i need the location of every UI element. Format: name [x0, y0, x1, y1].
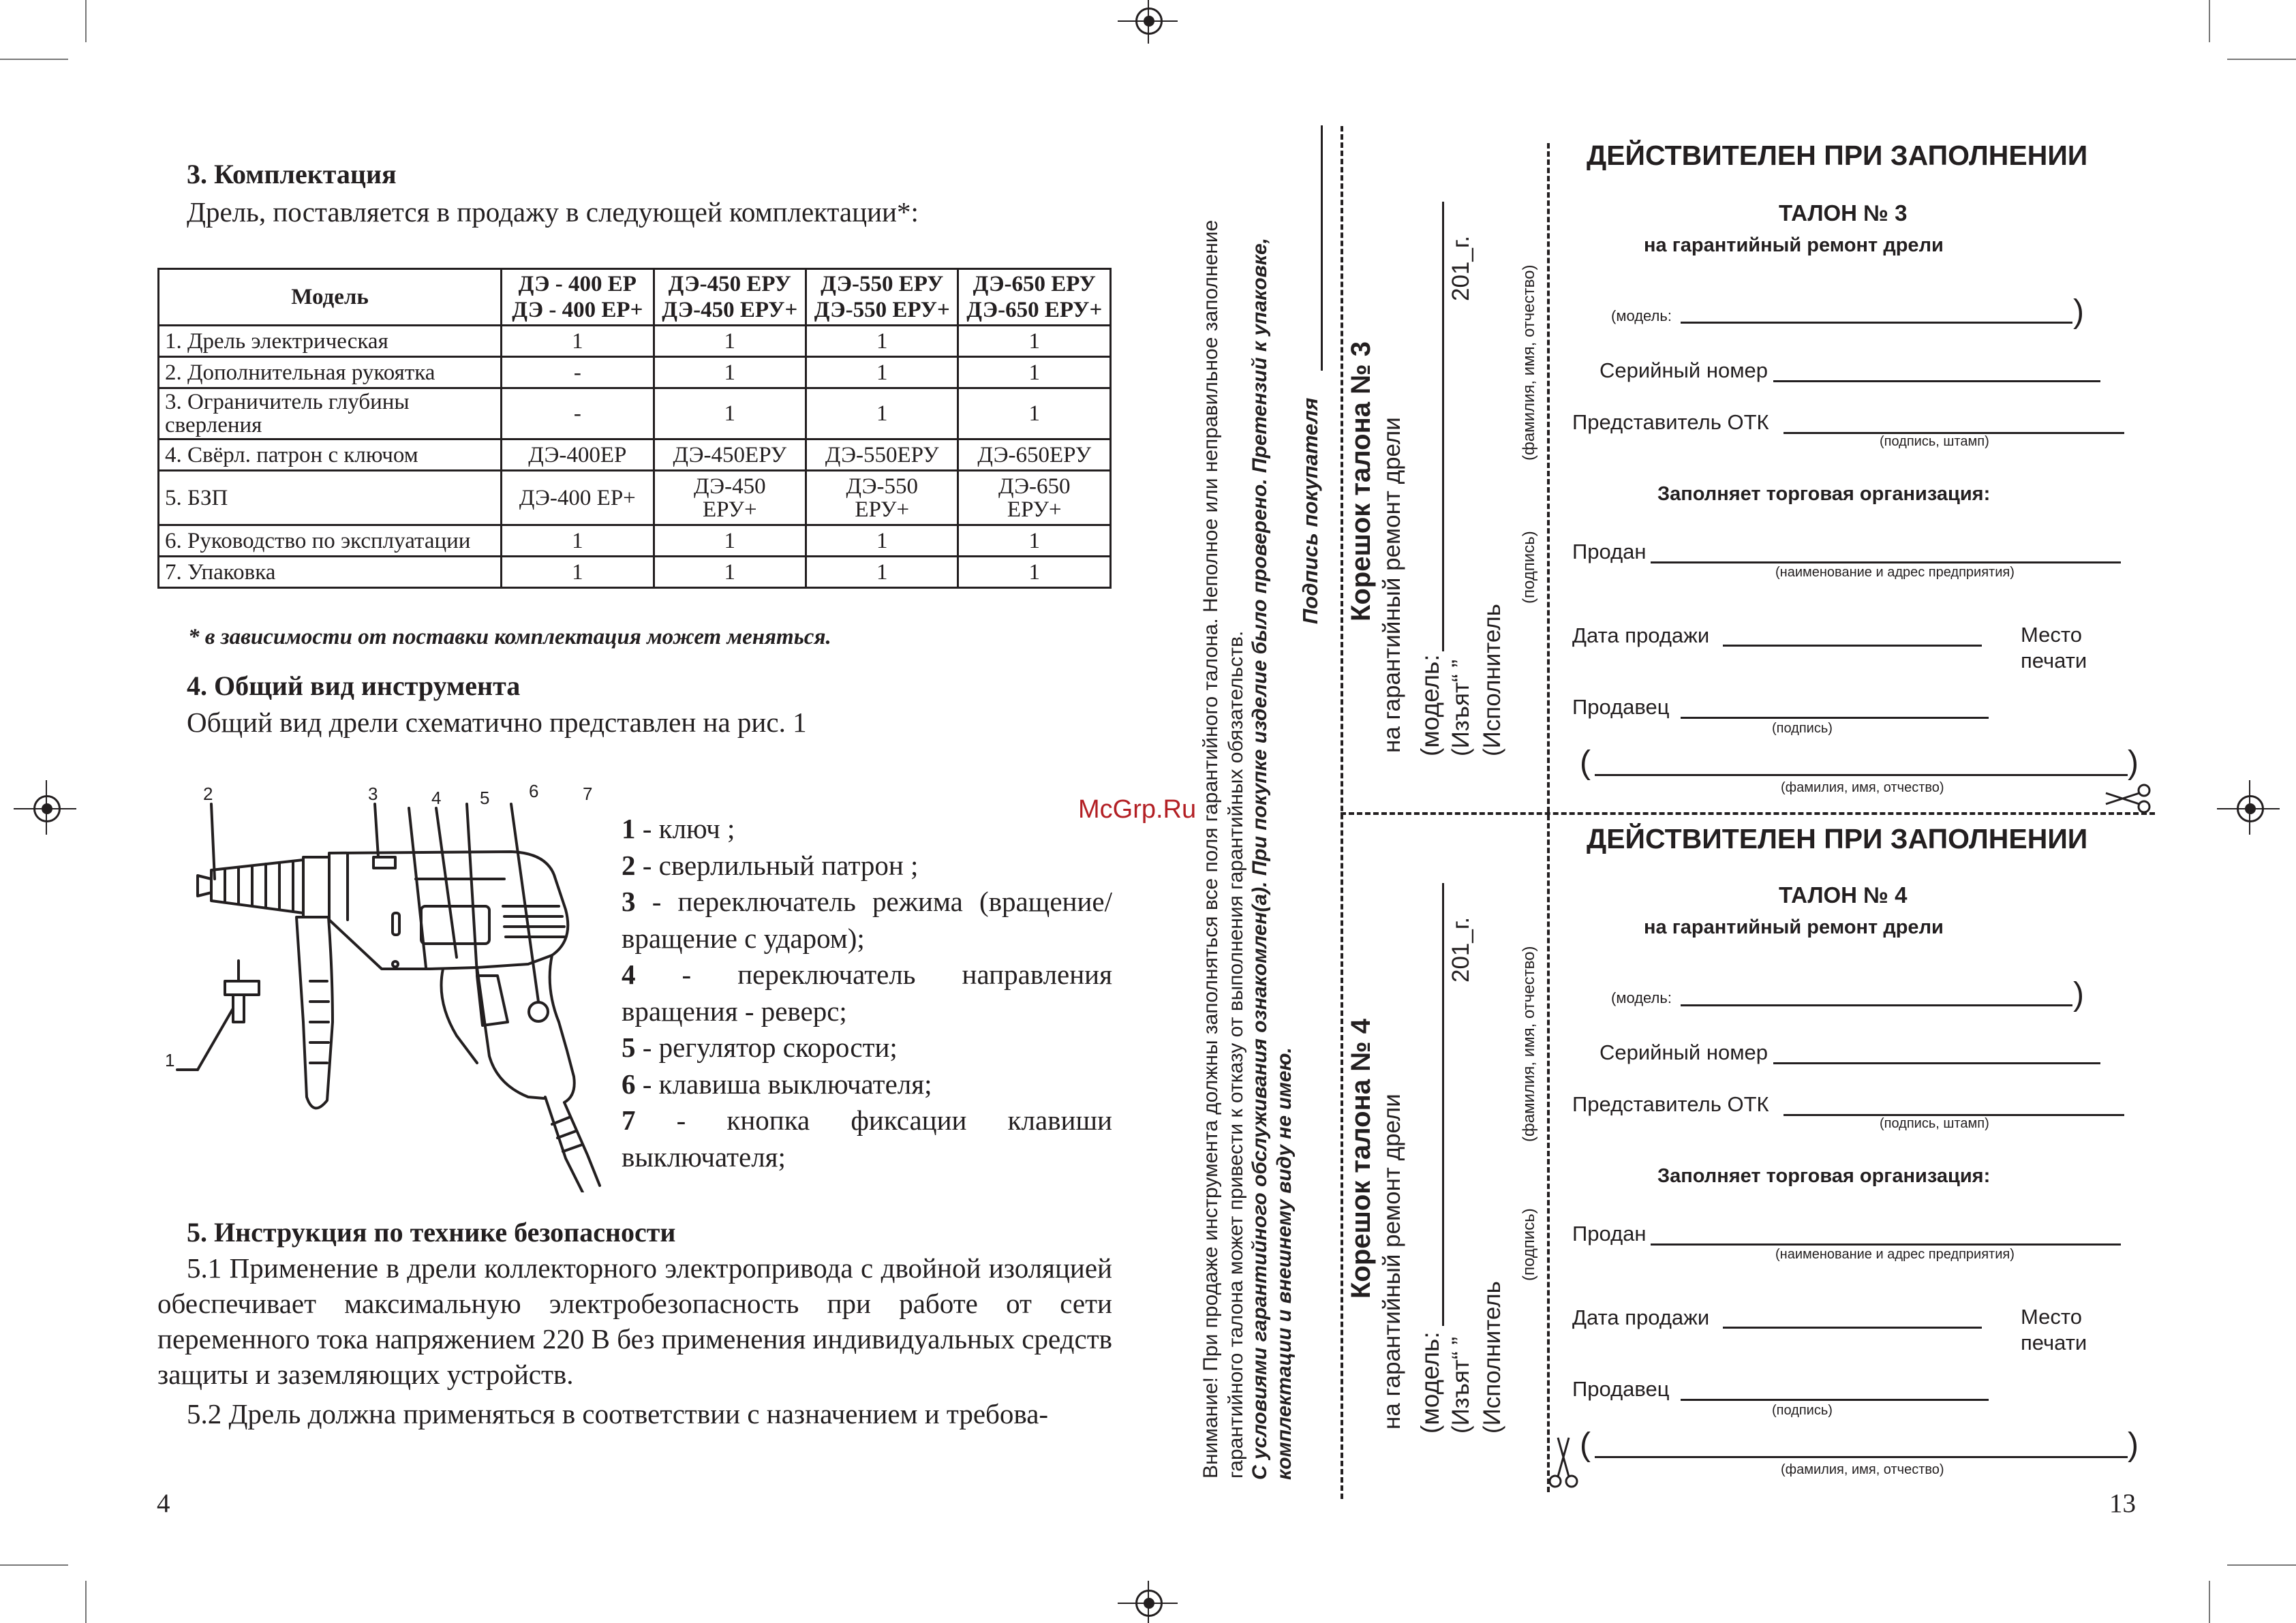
coupon-3-sold: Продан: [1572, 540, 1647, 563]
coupon-4-fio-line: [1595, 1456, 2128, 1458]
coupon-3-serial-line: [1773, 380, 2100, 382]
table-cell: ДЭ-400ЕР: [502, 439, 654, 471]
table-cell: 1: [502, 557, 654, 588]
legend-text: - клавиша выключателя;: [635, 1068, 932, 1100]
coupon-4-sold-hint: (наименование и адрес предприятия): [1775, 1247, 2015, 1262]
table-cell: 1: [958, 557, 1111, 588]
coupon-3-fio-line: [1595, 774, 2128, 776]
table-item-name: 6. Руководство по эксплуатации: [159, 525, 502, 557]
coupon-4-sold-line: [1651, 1243, 2121, 1246]
coupon-4-fio-hint: (фамилия, имя, отчество): [1781, 1462, 1944, 1477]
legend-item: [622, 1030, 1112, 1066]
legend-item: [622, 957, 1112, 1030]
coupon-3-model: (модель:: [1611, 307, 1672, 324]
legend-text: - ключ ;: [635, 813, 735, 844]
stub-4-seized: (Изъят“ ”: [1448, 1337, 1474, 1434]
coupon-4-seller-hint: (подпись): [1772, 1403, 1833, 1418]
table-row: [159, 357, 1111, 388]
table-header-cell: Модель: [159, 269, 502, 326]
stub-3-title: Корешок талона № 3: [1346, 341, 1376, 621]
coupon-4-seller: Продавец: [1572, 1377, 1670, 1401]
buyer-signature-line: [1321, 125, 1323, 371]
coupon-4-serial-line: [1773, 1062, 2100, 1064]
table-header-cell: ДЭ-450 ЕРУ ДЭ-450 ЕРУ+: [654, 269, 806, 326]
coupon-4-fio-open: (: [1580, 1427, 1591, 1463]
coupon-3-serial: Серийный номер: [1599, 358, 1768, 382]
stub-4-title: Корешок талона № 4: [1346, 1018, 1376, 1299]
crop-mark: [2227, 59, 2296, 60]
kit-table: [157, 268, 1112, 589]
legend-item: [622, 884, 1112, 957]
table-cell: ДЭ-550ЕРУ: [806, 439, 958, 471]
notice-line-1: Внимание! При продаже инструмента должны заполняться все поля гарантийного талона. Неполное или неправильное заполнение: [1199, 219, 1222, 1479]
table-row: [159, 471, 1111, 525]
coupon-4-otk: Представитель ОТК: [1572, 1092, 1769, 1116]
kit-footnote: * в зависимости от поставки комплектация может меняться.: [188, 625, 831, 649]
coupon-4-title: ТАЛОН № 4: [1779, 882, 1908, 908]
stub-4-year: 201_г.: [1448, 916, 1474, 983]
legend-item: [622, 1066, 1112, 1103]
legend-number: 2: [622, 849, 636, 881]
notice-line-2: гарантийного талона может привести к отказу от выполнения гарантийных обязательств.: [1225, 630, 1247, 1479]
coupon-3-subtitle: на гарантийный ремонт дрели: [1644, 234, 1944, 256]
table-cell: ДЭ-650 ЕРУ+: [958, 471, 1111, 525]
section-3-intro: Дрель, поставляется в продажу в следующей комплектации*:: [187, 196, 919, 228]
page-number-right: 13: [2109, 1489, 2136, 1518]
table-cell: ДЭ-550 ЕРУ+: [806, 471, 958, 525]
table-cell: 1: [958, 388, 1111, 439]
table-cell: 1: [654, 357, 806, 388]
coupon-3-model-paren: ): [2073, 294, 2084, 330]
table-cell: 1: [958, 525, 1111, 557]
coupon-4-trade: Заполняет торговая организация:: [1657, 1165, 1991, 1187]
legend-number: 1: [622, 813, 636, 844]
coupon-4-fio-close: ): [2128, 1427, 2139, 1463]
legend-number: 6: [622, 1068, 636, 1100]
legend-text: - переключатель режима (вращение/вращение с ударом);: [622, 886, 1112, 954]
stub-3-model: (модель:: [1416, 654, 1444, 756]
coupon-3-valid: ДЕЙСТВИТЕЛЕН ПРИ ЗАПОЛНЕНИИ: [1587, 140, 2088, 171]
section-4-intro: Общий вид дрели схематично представлен на рис. 1: [187, 707, 807, 738]
crop-mark: [0, 59, 68, 60]
coupon-3-fio-hint: (фамилия, имя, отчество): [1781, 780, 1944, 795]
table-cell: 1: [806, 326, 958, 357]
table-cell: ДЭ-400 ЕР+: [502, 471, 654, 525]
callout-4: 4: [431, 788, 442, 808]
coupon-4-sale-date: Дата продажи: [1572, 1305, 1710, 1329]
table-cell: 1: [806, 557, 958, 588]
buyer-signature-label: Подпись покупателя: [1298, 397, 1322, 624]
coupon-3-otk: Представитель ОТК: [1572, 410, 1769, 434]
table-cell: 1: [806, 525, 958, 557]
table-item-name: 5. БЗП: [159, 471, 502, 525]
coupon-4-sold: Продан: [1572, 1222, 1647, 1246]
coupon-4-model-line: [1681, 1004, 2072, 1006]
stub-3-seized: (Изъят“ ”: [1448, 660, 1474, 756]
table-item-name: 1. Дрель электрическая: [159, 326, 502, 357]
coupon-3-sold-hint: (наименование и адрес предприятия): [1775, 565, 2015, 580]
coupon-3-seller: Продавец: [1572, 695, 1670, 719]
section-5-paragraph-1: 5.1 Применение в дрели коллекторного электропривода с двойной изоляцией обеспечивает максимальную электробезопасность при работе от сети переменного тока напряжением 220 В без применения индивидуальных средств защиты и заземляющих устройств.: [157, 1252, 1112, 1390]
callout-1: 1: [165, 1050, 175, 1070]
coupon-4-serial: Серийный номер: [1599, 1040, 1768, 1064]
coupon-4-valid: ДЕЙСТВИТЕЛЕН ПРИ ЗАПОЛНЕНИИ: [1587, 823, 2088, 854]
coupon-3-otk-hint: (подпись, штамп): [1880, 434, 1989, 449]
table-cell: 1: [958, 357, 1111, 388]
stub-3-year: 201_г.: [1448, 235, 1474, 301]
table-cell: 1: [502, 326, 654, 357]
table-cell: 1: [654, 525, 806, 557]
table-cell: -: [502, 357, 654, 388]
table-cell: 1: [654, 326, 806, 357]
stub-4-sign-hint: (подпись): [1520, 1208, 1538, 1281]
table-row: [159, 557, 1111, 588]
cut-line-middle: [1547, 143, 1550, 1492]
cut-line-horizontal: [1341, 812, 2155, 815]
notice-line-4: комплектации и внешнему виду не имею.: [1273, 1047, 1296, 1480]
scissors-icon: [2104, 784, 2152, 814]
crop-mark: [85, 0, 87, 42]
table-row: [159, 525, 1111, 557]
stub-3-executor: (Исполнитель: [1479, 604, 1505, 756]
legend-number: 5: [622, 1032, 636, 1063]
legend-number: 3: [622, 886, 636, 917]
coupon-3-trade: Заполняет торговая организация:: [1657, 483, 1991, 505]
stub-3-subtitle: на гарантийный ремонт дрели: [1379, 417, 1405, 753]
coupon-3-stamp: Место печати: [2021, 623, 2087, 673]
stub-4-name-hint: (фамилия, имя, отчество): [1520, 946, 1538, 1142]
callout-2: 2: [203, 784, 213, 804]
table-cell: 1: [502, 525, 654, 557]
callout-7: 7: [583, 784, 593, 804]
section-5-paragraph-2: 5.2 Дрель должна применяться в соответствии с назначением и требова-: [187, 1398, 1049, 1429]
coupon-3-seller-hint: (подпись): [1772, 721, 1833, 736]
coupon-3-sale-date-line: [1723, 645, 1982, 647]
notice-line-3: С условиями гарантийного обслуживания ознакомлен(а). При покупке изделие было проверено. Претензий к упаковке,: [1249, 238, 1271, 1480]
legend-number: 7: [622, 1104, 636, 1136]
section-4-title: 4. Общий вид инструмента: [187, 670, 521, 701]
coupon-3-sold-line: [1651, 561, 2121, 563]
callout-6: 6: [529, 781, 539, 801]
page-number-left: 4: [157, 1489, 170, 1518]
table-cell: 1: [806, 388, 958, 439]
crop-mark: [2209, 1581, 2210, 1623]
table-item-name: 7. Упаковка: [159, 557, 502, 588]
table-row: [159, 388, 1111, 439]
table-item-name: 4. Свёрл. патрон с ключом: [159, 439, 502, 471]
callout-3: 3: [368, 784, 378, 804]
table-cell: 1: [654, 557, 806, 588]
callout-5: 5: [480, 788, 490, 808]
legend-item: [622, 1102, 1112, 1175]
table-cell: ДЭ-450 ЕРУ+: [654, 471, 806, 525]
stub-4-model-line: [1442, 883, 1444, 1326]
table-header-row: [159, 269, 1111, 326]
coupon-4-otk-hint: (подпись, штамп): [1880, 1116, 1989, 1131]
coupon-3-seller-line: [1681, 717, 1989, 719]
crop-mark: [2209, 0, 2210, 42]
coupon-3-sale-date: Дата продажи: [1572, 623, 1710, 647]
legend-list: [622, 811, 1112, 1175]
table-cell: -: [502, 388, 654, 439]
stub-3-sign-hint: (подпись): [1520, 531, 1538, 604]
coupon-3-title: ТАЛОН № 3: [1779, 200, 1908, 226]
legend-item: [622, 848, 1112, 884]
table-row: [159, 439, 1111, 471]
table-cell: ДЭ-450ЕРУ: [654, 439, 806, 471]
legend-item: [622, 811, 1112, 848]
legend-text: - сверлильный патрон ;: [635, 849, 919, 881]
table-header-cell: ДЭ - 400 ЕР ДЭ - 400 ЕР+: [502, 269, 654, 326]
legend-number: 4: [622, 959, 636, 990]
coupon-4-model: (модель:: [1611, 989, 1672, 1006]
legend-text: - регулятор скорости;: [635, 1032, 898, 1063]
coupon-3-model-line: [1681, 322, 2072, 324]
coupon-3-fio-close: ): [2128, 745, 2139, 781]
scissors-icon: [1548, 1435, 1578, 1489]
coupon-4-subtitle: на гарантийный ремонт дрели: [1644, 916, 1944, 938]
section-5-title: 5. Инструкция по технике безопасности: [187, 1217, 676, 1248]
table-cell: ДЭ-650ЕРУ: [958, 439, 1111, 471]
stub-4-model: (модель:: [1416, 1331, 1444, 1434]
section-3-title: 3. Комплектация: [187, 159, 397, 189]
crop-mark: [0, 1564, 68, 1566]
watermark: McGrp.Ru: [1078, 795, 1197, 824]
legend-text: - переключатель направления вращения - реверс;: [622, 959, 1112, 1027]
table-cell: 1: [654, 388, 806, 439]
table-header-cell: ДЭ-550 ЕРУ ДЭ-550 ЕРУ+: [806, 269, 958, 326]
crop-mark: [2227, 1564, 2296, 1566]
legend-text: - кнопка фиксации клавиши выключателя;: [622, 1104, 1112, 1173]
table-item-name: 2. Дополнительная рукоятка: [159, 357, 502, 388]
coupon-4-model-paren: ): [2073, 976, 2084, 1013]
table-header-cell: ДЭ-650 ЕРУ ДЭ-650 ЕРУ+: [958, 269, 1111, 326]
stub-4-subtitle: на гарантийный ремонт дрели: [1379, 1094, 1405, 1429]
coupon-4-sale-date-line: [1723, 1327, 1982, 1329]
coupon-4-seller-line: [1681, 1399, 1989, 1401]
table-cell: 1: [958, 326, 1111, 357]
drill-figure: [157, 777, 607, 1192]
stub-4-executor: (Исполнитель: [1479, 1281, 1505, 1434]
stub-3-model-line: [1442, 202, 1444, 651]
stub-3-name-hint: (фамилия, имя, отчество): [1520, 264, 1538, 461]
coupon-3-fio-open: (: [1580, 745, 1591, 781]
crop-mark: [85, 1581, 87, 1623]
table-item-name: 3. Ограничитель глубины сверления: [159, 388, 502, 439]
table-row: [159, 326, 1111, 357]
coupon-4-stamp: Место печати: [2021, 1305, 2087, 1355]
table-cell: 1: [806, 357, 958, 388]
